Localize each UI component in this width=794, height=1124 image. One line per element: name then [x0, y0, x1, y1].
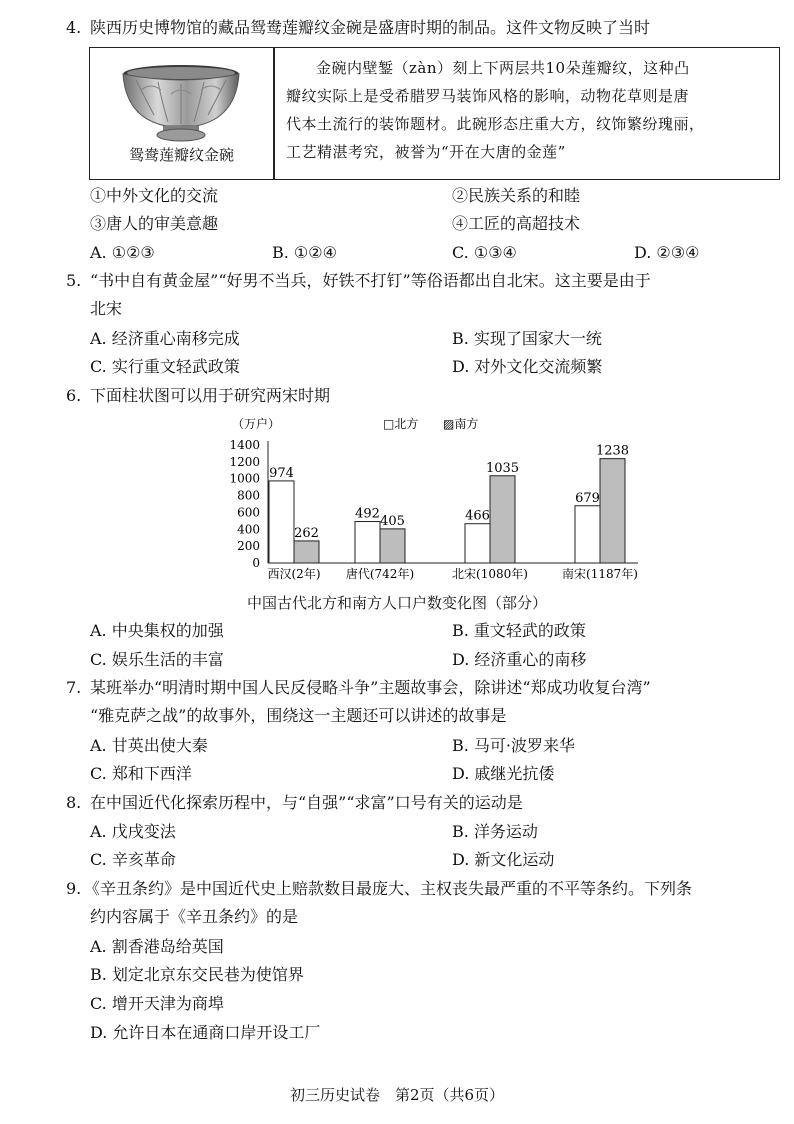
x-tick-label: 南宋(1187年)	[562, 567, 638, 581]
q4-item-4: ④工匠的高超技术	[452, 214, 581, 233]
bar-south	[490, 476, 515, 563]
q9-number: 9.	[66, 879, 82, 898]
q6-stem: 下面柱状图可以用于研究两宋时期	[90, 386, 331, 405]
q7-option-c[interactable]: C. 郑和下西洋	[90, 764, 192, 783]
q8-option-d[interactable]: D. 新文化运动	[452, 850, 555, 869]
q7-stem-line2: “雅克萨之战”的故事外，围绕这一主题还可以讲述的故事是	[90, 706, 507, 725]
y-tick-label: 1000	[229, 471, 260, 486]
q6-option-c[interactable]: C. 娱乐生活的丰富	[90, 650, 224, 669]
q5-stem-line2: 北宋	[90, 299, 123, 318]
q8-number: 8.	[66, 793, 82, 812]
data-label: 492	[355, 506, 380, 522]
q6-option-d[interactable]: D. 经济重心的南移	[452, 650, 587, 669]
relic-passage-line: 金碗内壁錾（zàn）刻上下两层共10朵莲瓣纹，这种凸	[316, 59, 690, 77]
relic-divider	[273, 48, 275, 179]
q9-stem-line1: 《辛丑条约》是中国近代史上赔款数目最庞大、主权丧失最严重的不平等条约。下列条	[84, 879, 693, 898]
q5-stem-line1: “书中自有黄金屋”“好男不当兵，好铁不打钉”等俗语都出自北宋。这主要是由于	[90, 271, 651, 290]
relic-passage-line: 代本土流行的装饰题材。此碗形态庄重大方，纹饰繁纷瑰丽，	[286, 115, 705, 133]
x-tick-label: 唐代(742年)	[345, 567, 415, 581]
q4-number: 4.	[66, 18, 82, 37]
relic-passage	[286, 54, 770, 166]
chart-title: 中国古代北方和南方人口户数变化图（部分）	[246, 594, 547, 612]
q8-stem: 在中国近代化探索历程中，与“自强”“求富”口号有关的运动是	[90, 793, 523, 812]
y-tick-label: 400	[237, 522, 260, 537]
x-tick-label: 西汉(2年)	[267, 567, 321, 581]
y-tick-label: 0	[252, 556, 260, 570]
x-tick-label: 北宋(1080年)	[452, 567, 528, 581]
q5-option-c[interactable]: C. 实行重文轻武政策	[90, 357, 240, 376]
q5-number: 5.	[66, 271, 82, 290]
q9-stem-line2: 约内容属于《辛丑条约》的是	[90, 907, 299, 926]
data-label: 1238	[595, 443, 630, 459]
bar-south	[380, 529, 405, 563]
relic-passage-line: 工艺精湛考究，被誉为“开在大唐的金莲”	[286, 143, 566, 161]
q9-option-c[interactable]: C. 增开天津为商埠	[90, 994, 224, 1013]
relic-box	[89, 47, 780, 180]
q7-option-d[interactable]: D. 戚继光抗倭	[452, 764, 555, 783]
y-tick-label: 1200	[229, 454, 260, 469]
q9-option-b[interactable]: B. 划定北京东交民巷为使馆界	[90, 965, 304, 984]
bar-south	[294, 541, 319, 563]
q8-option-b[interactable]: B. 洋务运动	[452, 822, 538, 841]
q4-item-2: ②民族关系的和睦	[452, 186, 581, 205]
q4-item-3: ③唐人的审美意趣	[90, 214, 219, 233]
bar-north	[355, 522, 380, 563]
legend-item-1: □北方	[383, 417, 419, 431]
data-label: 405	[380, 513, 405, 529]
q4-option-c[interactable]: C. ①③④	[452, 243, 517, 262]
y-tick-label: 1400	[229, 438, 260, 452]
page-footer: 初三历史试卷 第2页（共6页）	[289, 1086, 505, 1104]
q6-number: 6.	[66, 386, 82, 405]
bar-south	[600, 459, 625, 563]
q4-option-d[interactable]: D. ②③④	[634, 243, 700, 262]
bar-north	[575, 506, 600, 563]
y-axis-label: （万户）	[232, 417, 281, 431]
q9-option-a[interactable]: A. 割香港岛给英国	[90, 937, 224, 956]
q8-option-c[interactable]: C. 辛亥革命	[90, 850, 176, 869]
q7-stem-line1: 某班举办“明清时期中国人民反侵略斗争”主题故事会，除讲述“郑成功收复台湾”	[90, 678, 651, 697]
y-tick-label: 600	[237, 505, 260, 520]
data-label: 262	[294, 525, 319, 541]
population-bar-chart	[210, 408, 660, 588]
q6-option-a[interactable]: A. 中央集权的加强	[90, 621, 224, 640]
q4-item-1: ①中外文化的交流	[90, 186, 219, 205]
q7-option-a[interactable]: A. 甘英出使大秦	[90, 736, 208, 755]
q5-option-d[interactable]: D. 对外文化交流频繁	[452, 357, 603, 376]
q7-number: 7.	[66, 678, 82, 697]
legend-item-2: ▨南方	[443, 417, 479, 431]
y-tick-label: 200	[237, 539, 260, 554]
data-label: 679	[575, 490, 600, 506]
q6-option-b[interactable]: B. 重文轻武的政策	[452, 621, 586, 640]
relic-caption: 鸳鸯莲瓣纹金碗	[128, 146, 234, 164]
bar-north	[269, 481, 294, 563]
q8-option-a[interactable]: A. 戊戌变法	[90, 822, 176, 841]
data-label: 466	[465, 508, 490, 524]
y-tick-label: 800	[237, 488, 260, 503]
data-label: 1035	[485, 460, 520, 476]
q4-option-a[interactable]: A. ①②③	[90, 243, 155, 262]
q4-option-b[interactable]: B. ①②④	[272, 243, 337, 262]
bar-north	[465, 524, 490, 563]
q4-stem: 陕西历史博物馆的藏品鸳鸯莲瓣纹金碗是盛唐时期的制品。这件文物反映了当时	[90, 18, 651, 37]
q7-option-b[interactable]: B. 马可·波罗来华	[452, 736, 576, 755]
relic-passage-line: 瓣纹实际上是受希腊罗马装饰风格的影响，动物花草则是唐	[286, 87, 690, 105]
q5-option-a[interactable]: A. 经济重心南移完成	[90, 329, 240, 348]
data-label: 974	[269, 465, 294, 481]
q5-option-b[interactable]: B. 实现了国家大一统	[452, 329, 602, 348]
q9-option-d[interactable]: D. 允许日本在通商口岸开设工厂	[90, 1023, 321, 1042]
gold-bowl-image	[106, 60, 256, 145]
